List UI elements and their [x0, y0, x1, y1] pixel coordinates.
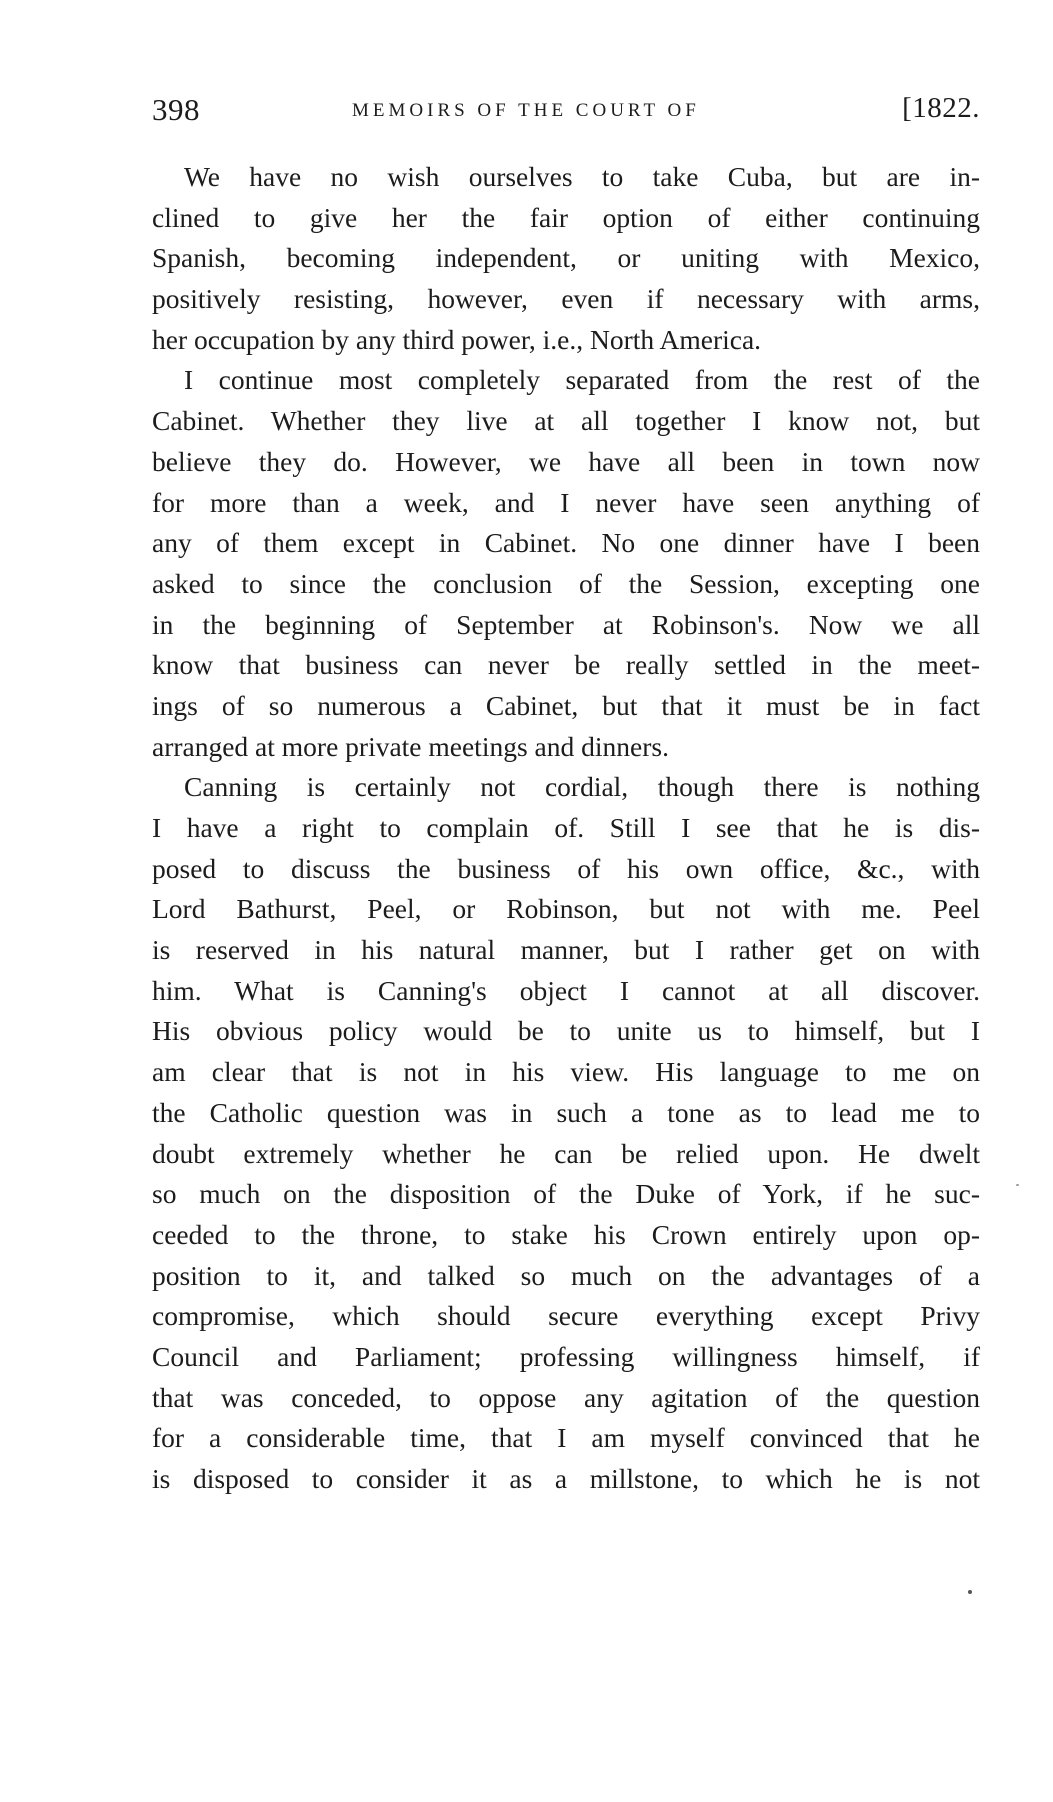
page-number: 398 [152, 92, 200, 127]
ink-speck [1016, 1184, 1019, 1186]
text-line: clined to give her the fair option of either continuing [152, 201, 980, 233]
text-line: Spanish, becoming independent, or uniting with Mexico, [152, 242, 980, 274]
text-line: ceeded to the throne, to stake his Crown entirely upon op- [152, 1218, 980, 1250]
text-line: any of them except in Cabinet. No one dinner have I been [152, 527, 980, 559]
text-line: in the beginning of September at Robinson's. Now we all [152, 608, 980, 640]
text-line: for more than a week, and I never have seen anything of [152, 486, 980, 518]
text-line: is disposed to consider it as a millstone, to which he is not [152, 1463, 980, 1494]
text-line: Canning is certainly not cordial, though there is nothing [184, 771, 980, 803]
text-line: her occupation by any third power, i.e., North America. [152, 323, 762, 355]
running-title: MEMOIRS OF THE COURT OF [352, 100, 700, 121]
text-line: Council and Parliament; professing willingness himself, if [152, 1340, 980, 1372]
text-line: asked to since the conclusion of the Session, excepting one [152, 567, 980, 599]
text-line: is reserved in his natural manner, but I rather get on with [152, 934, 980, 966]
text-line: him. What is Canning's object I cannot at all discover. [152, 974, 980, 1006]
text-line: posed to discuss the business of his own office, &c., with [152, 852, 980, 884]
text-line: for a considerable time, that I am myself convinced that he [152, 1422, 980, 1454]
running-year: [1822. [902, 92, 980, 124]
paragraph [152, 767, 980, 1499]
text-line: compromise, which should secure everything except Privy [152, 1300, 980, 1332]
text-line: the Catholic question was in such a tone as to lead me to [152, 1096, 980, 1128]
text-line: Cabinet. Whether they live at all together I know not, but [152, 405, 980, 437]
text-line: know that business can never be really settled in the meet- [152, 649, 980, 681]
text-line: that was conceded, to oppose any agitation of the question [152, 1381, 980, 1413]
text-line: position to it, and talked so much on the advantages of a [152, 1259, 980, 1291]
text-line: positively resisting, however, even if necessary with arms, [152, 283, 980, 315]
text-line: am clear that is not in his view. His language to me on [152, 1056, 980, 1088]
paragraph [152, 157, 980, 360]
text-line: I continue most completely separated from the rest of the [184, 364, 980, 396]
paragraph [152, 360, 980, 767]
text-line: so much on the disposition of the Duke of York, if he suc- [152, 1178, 980, 1210]
text-line: Lord Bathurst, Peel, or Robinson, but not with me. Peel [152, 893, 980, 925]
text-line: believe they do. However, we have all been in town now [152, 445, 980, 477]
text-line: I have a right to complain of. Still I see that he is dis- [152, 812, 980, 843]
text-line: doubt extremely whether he can be relied upon. He dwelt [152, 1137, 980, 1169]
ink-speck [968, 1590, 972, 1594]
text-line: We have no wish ourselves to take Cuba, but are in- [184, 161, 980, 192]
text-line: ings of so numerous a Cabinet, but that it must be in fact [152, 689, 980, 721]
text-line: His obvious policy would be to unite us to himself, but I [152, 1015, 980, 1047]
text-line: arranged at more private meetings and dinners. [152, 730, 669, 762]
body-text [152, 157, 980, 1500]
running-head [152, 92, 980, 132]
